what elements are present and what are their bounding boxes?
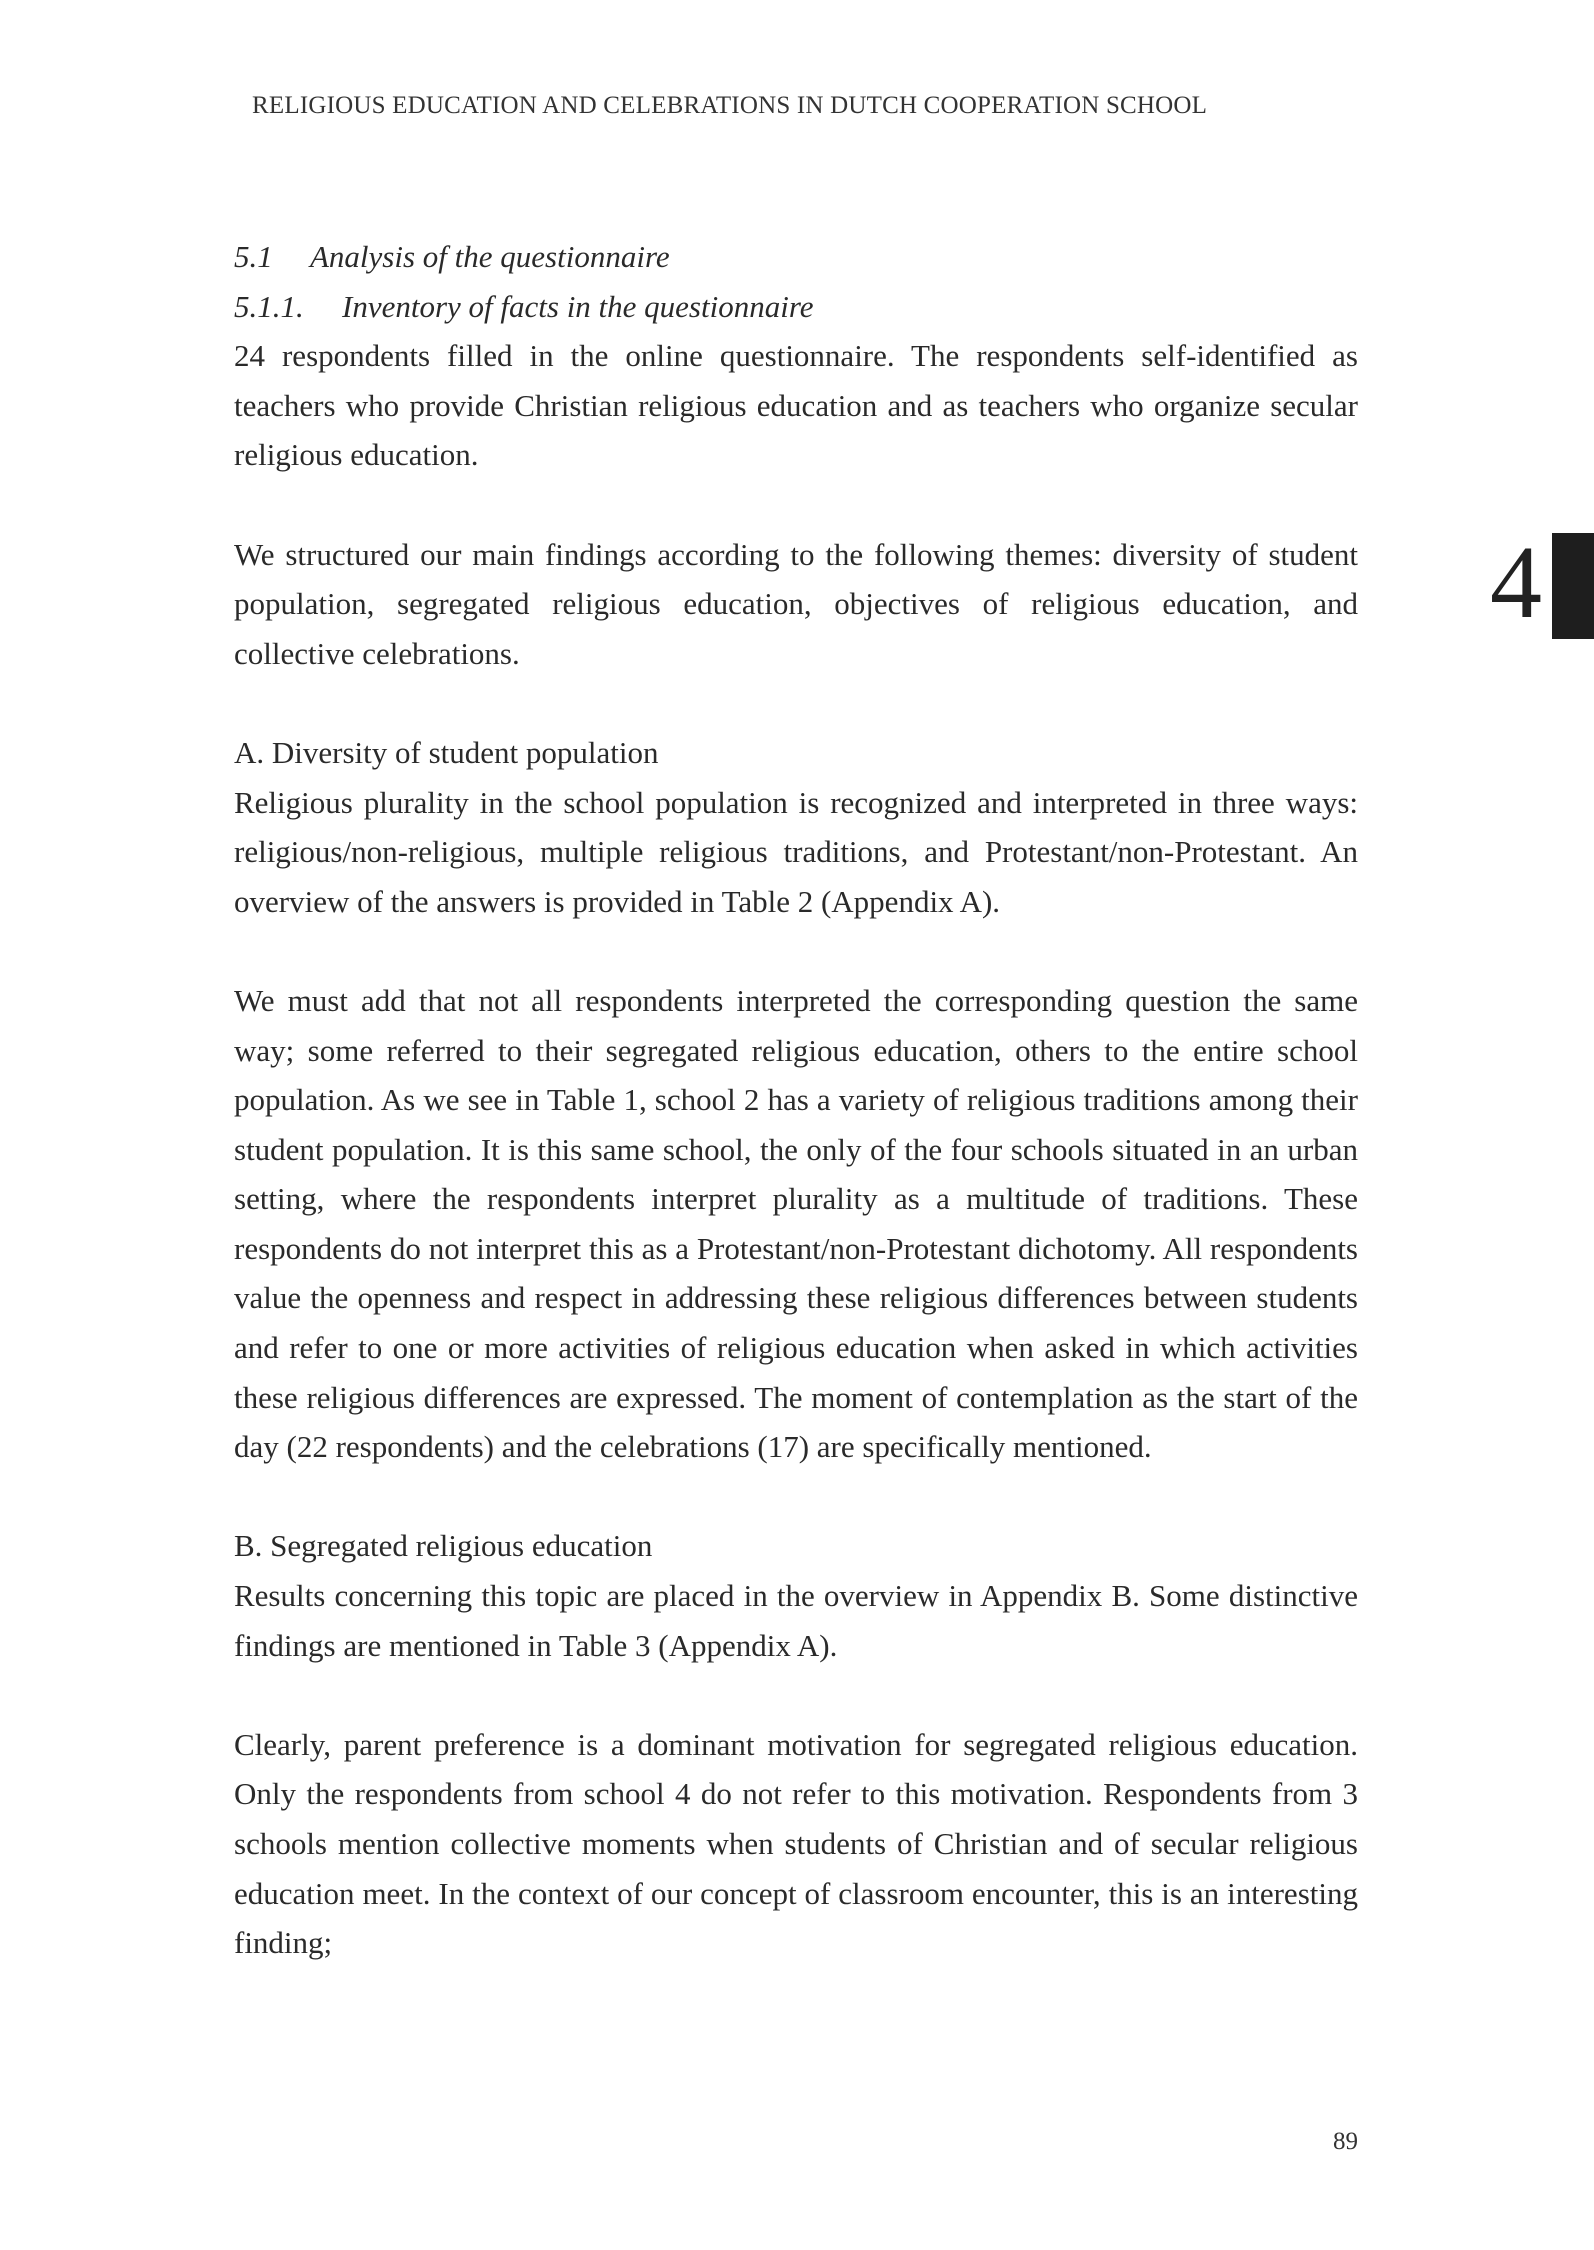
section-b-title: B. Segregated religious education bbox=[234, 1528, 653, 1564]
paragraph-plurality: Religious plurality in the school population is recognized and interpreted in three ways: religious/non-religious, multiple religious traditions, and Protestant/non-Protestant. An overview of the answers is provided in Table 2 (Appendix A). bbox=[234, 784, 1358, 919]
page-number: 89 bbox=[1333, 2128, 1358, 2155]
section-title: Analysis of the questionnaire bbox=[310, 239, 670, 274]
section-number: 5.1 bbox=[234, 239, 273, 274]
subsection-title: Inventory of facts in the questionnaire bbox=[342, 288, 814, 324]
subsection-heading bbox=[234, 282, 1358, 332]
paragraph-results: Results concerning this topic are placed in the overview in Appendix B. Some distinctive findings are mentioned in Table 3 (Appendix A). bbox=[234, 1578, 1358, 1663]
chapter-number: 4 bbox=[1490, 525, 1542, 640]
paragraph-parent-preference: Clearly, parent preference is a dominant motivation for segregated religious education. Only the respondents from school 4 do not refer to this motivation. Respondents from 3 schools mention collective moments when students of Christian and of secular religious education meet. In the context of our concept of classroom encounter, this is an interesting finding; bbox=[234, 1726, 1358, 1961]
paragraph-themes: We structured our main findings according to the following themes: diversity of student population, segregated religious education, objectives of religious education, and collective celebrations. bbox=[234, 536, 1358, 671]
running-head: RELIGIOUS EDUCATION AND CELEBRATIONS IN DUTCH COOPERATION SCHOOL bbox=[252, 92, 1208, 119]
paragraph-respondents: 24 respondents filled in the online questionnaire. The respondents self-identified as teachers who provide Christian religious education and as teachers who organize secular religious education. bbox=[234, 338, 1358, 473]
subsection-number: 5.1.1. bbox=[234, 288, 304, 324]
page-body bbox=[234, 232, 1358, 1968]
section-a-title: A. Diversity of student population bbox=[234, 734, 659, 770]
chapter-tab-marker bbox=[1552, 533, 1594, 639]
section-heading bbox=[234, 232, 1358, 282]
paragraph-interpretation: We must add that not all respondents interpreted the corresponding question the same way; some referred to their segregated religious education, others to the entire school population. As we see in Table 1, school 2 has a variety of religious traditions among their student population. It is this same school, the only of the four schools situated in an urban setting, where the respondents interpret plurality as a multitude of traditions. These respondents do not interpret this as a Protestant/non-Protestant dichotomy. All respondents value the openness and respect in addressing these religious differences between students and refer to one or more activities of religious education when asked in which activities these religious differences are expressed. The moment of contemplation as the start of the day (22 respondents) and the celebrations (17) are specifically mentioned. bbox=[234, 982, 1358, 1465]
